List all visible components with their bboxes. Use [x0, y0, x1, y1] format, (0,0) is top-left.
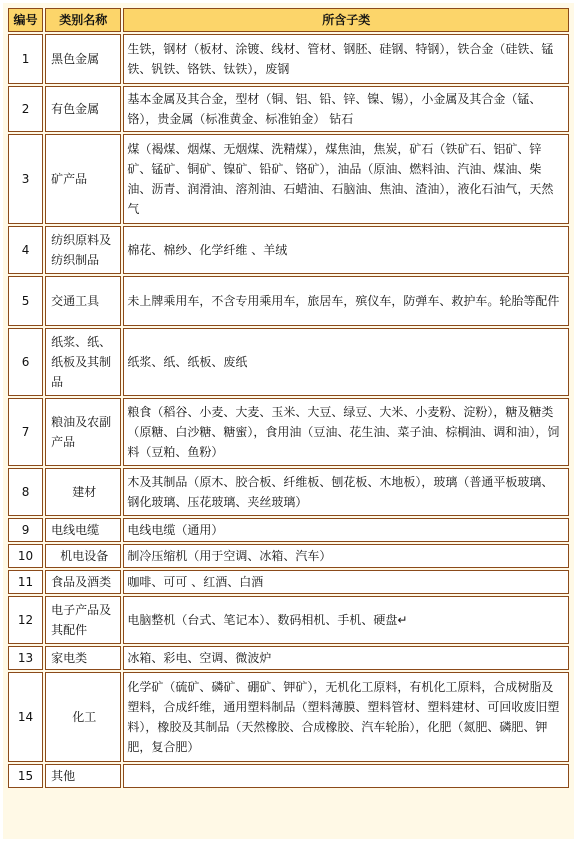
table-row: [8, 544, 569, 568]
row-id: 3: [8, 134, 43, 224]
table-row: [8, 276, 569, 326]
table-frame: [3, 3, 574, 839]
row-subclasses: 电线电缆（通用）: [123, 518, 569, 542]
row-id: 5: [8, 276, 43, 326]
table-row: [8, 134, 569, 224]
row-category: 机电设备: [45, 544, 121, 568]
row-category: 交通工具: [45, 276, 121, 326]
row-id: 11: [8, 570, 43, 594]
row-category: 有色金属: [45, 86, 121, 132]
row-id: 15: [8, 764, 43, 788]
row-subclasses: 未上牌乘用车，不含专用乘用车，旅居车，殡仪车，防弹车、救护车。轮胎等配件: [123, 276, 569, 326]
row-id: 6: [8, 328, 43, 396]
row-category: 食品及酒类: [45, 570, 121, 594]
row-id: 8: [8, 468, 43, 516]
row-id: 9: [8, 518, 43, 542]
row-category: 黑色金属: [45, 34, 121, 84]
table-row: [8, 672, 569, 762]
header-category: 类别名称: [45, 8, 121, 32]
table-row: [8, 328, 569, 396]
row-id: 4: [8, 226, 43, 274]
table-row: [8, 596, 569, 644]
row-subclasses: 基本金属及其合金，型材（铜、铝、铅、锌、镍、锡），小金属及其合金（锰、铬），贵金属（标准黄金、标准铂金） 钻石: [123, 86, 569, 132]
row-id: 13: [8, 646, 43, 670]
table-row: [8, 468, 569, 516]
table-row: [8, 34, 569, 84]
row-category: 建材: [45, 468, 121, 516]
row-category: 电线电缆: [45, 518, 121, 542]
row-subclasses: 煤（褐煤、烟煤、无烟煤、洗精煤），煤焦油，焦炭，矿石（铁矿石、铝矿、锌矿、锰矿、铜矿、镍矿、铅矿、铬矿），油品（原油、燃料油、汽油、煤油、柴油、沥青、润滑油、溶剂油、石蜡油、石脑油、焦油、渣油），液化石油气，天然气: [123, 134, 569, 224]
row-subclasses: 棉花、棉纱、化学纤维 、羊绒: [123, 226, 569, 274]
table-row: [8, 86, 569, 132]
table-row: [8, 226, 569, 274]
row-subclasses: 咖啡、可可 、红酒、白酒: [123, 570, 569, 594]
row-category: 电子产品及其配件: [45, 596, 121, 644]
row-subclasses: 纸浆、纸、纸板、废纸: [123, 328, 569, 396]
row-subclasses: 制冷压缩机（用于空调、冰箱、汽车）: [123, 544, 569, 568]
table-header-row: [8, 8, 569, 32]
row-subclasses: 化学矿（硫矿、磷矿、硼矿、钾矿），无机化工原料，有机化工原料，合成树脂及塑料，合成纤维，通用塑料制品（塑料薄膜、塑料管材、塑料建材、可回收废旧塑料），橡胶及其制品（天然橡胶、合成橡胶、汽车轮胎），化肥（氮肥、磷肥、钾肥，复合肥）: [123, 672, 569, 762]
row-category: 纺织原料及纺织制品: [45, 226, 121, 274]
row-category: 家电类: [45, 646, 121, 670]
table-row: [8, 646, 569, 670]
row-id: 12: [8, 596, 43, 644]
header-id: 编号: [8, 8, 43, 32]
table-row: [8, 764, 569, 788]
row-category: 纸浆、纸、纸板及其制品: [45, 328, 121, 396]
row-id: 7: [8, 398, 43, 466]
header-subclasses: 所含子类: [123, 8, 569, 32]
row-category: 化工: [45, 672, 121, 762]
row-subclasses: 冰箱、彩电、空调、微波炉: [123, 646, 569, 670]
row-id: 14: [8, 672, 43, 762]
row-subclasses: 生铁，钢材（板材、涂镀、线材、管材、钢胚、硅钢、特钢），铁合金（硅铁、锰铁、钒铁、铬铁、钛铁），废钢: [123, 34, 569, 84]
category-table: [6, 6, 571, 790]
row-category: 粮油及农副产品: [45, 398, 121, 466]
row-id: 1: [8, 34, 43, 84]
row-category: 矿产品: [45, 134, 121, 224]
table-row: [8, 518, 569, 542]
row-subclasses: 电脑整机（台式、笔记本）、数码相机、手机、硬盘↵: [123, 596, 569, 644]
row-id: 2: [8, 86, 43, 132]
row-id: 10: [8, 544, 43, 568]
row-subclasses: 粮食（稻谷、小麦、大麦、玉米、大豆、绿豆、大米、小麦粉、淀粉），糖及糖类（原糖、白沙糖、糖蜜），食用油（豆油、花生油、菜子油、棕榈油、调和油），饲料（豆粕、鱼粉）: [123, 398, 569, 466]
row-category: 其他: [45, 764, 121, 788]
table-row: [8, 570, 569, 594]
row-subclasses: [123, 764, 569, 788]
row-subclasses: 木及其制品（原木、胶合板、纤维板、刨花板、木地板），玻璃（普通平板玻璃、钢化玻璃、压花玻璃、夹丝玻璃）: [123, 468, 569, 516]
table-row: [8, 398, 569, 466]
